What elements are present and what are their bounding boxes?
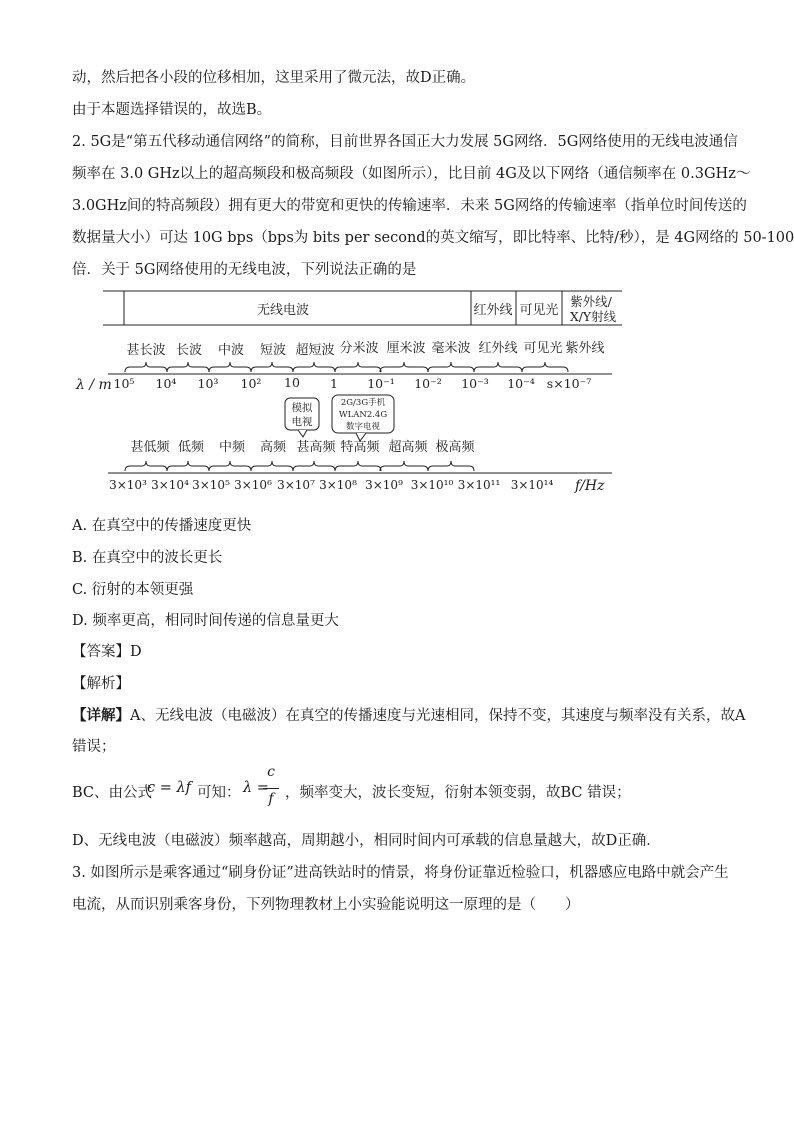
wave-name: 短波 [259, 343, 287, 358]
lambda-tick: 10⁴ [155, 376, 177, 391]
wave-name: 甚长波 [126, 343, 166, 358]
text-line: 倍．关于 5G网络使用的无线电波，下列说法正确的是 [72, 262, 417, 278]
wave-name: 紫外线 [565, 341, 605, 356]
lambda-axis-label: λ / m [76, 377, 112, 393]
option-a: A. 在真空中的传播速度更快 [72, 518, 252, 534]
freq-name: 极高频 [435, 440, 475, 455]
option-b: B. 在真空中的波长更长 [72, 550, 223, 566]
lambda-tick: 10⁵ [113, 376, 135, 391]
freq-tick: 3×10¹⁰ [410, 478, 454, 492]
freq-tick: 3×10¹¹ [457, 478, 501, 492]
band-radio: 无线电波 [256, 303, 310, 318]
band-infrared: 红外线 [473, 303, 513, 318]
text-line: 由于本题选择错误的，故选B。 [72, 102, 272, 118]
em-spectrum-figure [0, 285, 794, 505]
wave-name: 红外线 [478, 341, 518, 356]
band-box [103, 291, 622, 325]
question-3-stem: 3. 如图所示是乘客通过“刷身份证”进高铁站时的情景，将身份证靠近检验口，机器感应电路中就会产生 [72, 865, 729, 881]
freq-tick: 3×10⁴ [151, 478, 189, 492]
wave-name: 毫米波 [431, 341, 471, 356]
detail-a-line [72, 704, 745, 725]
lambda-ticks [114, 375, 592, 391]
freq-name: 特高频 [340, 440, 380, 455]
detail-bc-suffix: ，频率变大，波长变短，衍射本领变弱，故BC 错误； [285, 785, 631, 801]
freq-name: 甚低频 [130, 440, 170, 455]
lambda-tick: 1 [330, 376, 338, 391]
freq-axis-label: f/Hz [575, 478, 605, 494]
band-visible: 可见光 [519, 303, 559, 318]
callout-text: WLAN2.4G [338, 410, 388, 420]
detail-a-line2: 错误； [72, 739, 116, 755]
lambda-tick: 10² [240, 376, 262, 391]
lambda-tick: 10⁻² [414, 376, 442, 391]
wave-name: 长波 [175, 343, 203, 358]
lambda-tick: 10⁻³ [461, 376, 489, 391]
option-c: C. 衍射的本领更强 [72, 582, 194, 598]
wave-name: 可见光 [523, 341, 563, 356]
wave-name: 厘米波 [386, 341, 426, 356]
fraction-numerator: c [267, 764, 275, 780]
freq-ticks [109, 478, 553, 492]
lambda-tick: 10³ [197, 376, 219, 391]
freq-tick: 3×10⁷ [277, 478, 315, 492]
text-line: 动，然后把各小段的位移相加，这里采用了微元法，故D正确。 [72, 70, 476, 86]
answer-label: 【答案】D [72, 644, 142, 660]
wave-name: 超短波 [295, 343, 335, 358]
lambda-tick: s×10⁻⁷ [546, 376, 592, 391]
wave-braces [125, 362, 568, 372]
callout-analog-tv [285, 398, 319, 437]
freq-name: 甚高频 [296, 440, 336, 455]
wave-name: 中波 [217, 343, 245, 358]
text-line: 3.0GHz间的特高频段）拥有更大的带宽和更快的传输速率．未来 5G网络的传输速率（指单位时间传送的 [72, 198, 747, 214]
lambda-tick: 10 [284, 375, 300, 390]
wave-name: 分米波 [339, 341, 379, 356]
detail-d-line: D、无线电波（电磁波）频率越高，周期越小，相同时间内可承载的信息量越大，故D正确． [72, 833, 661, 849]
freq-tick: 3×10¹⁴ [510, 478, 554, 492]
detail-bc-prefix: BC、由公式 [72, 785, 153, 801]
freq-tick: 3×10⁶ [234, 478, 272, 492]
callout-mobile-wlan [332, 395, 394, 441]
callout-text: 模拟 [291, 402, 313, 414]
fraction-bar [263, 788, 279, 789]
formula-lambda-eq: λ = [243, 780, 269, 796]
freq-tick: 3×10⁹ [365, 478, 403, 492]
lambda-tick: 10⁻¹ [367, 376, 395, 391]
detail-tag: 【详解】 [72, 707, 130, 724]
analysis-label: 【解析】 [72, 676, 130, 692]
question-2-stem: 2. 5G是“第五代移动通信网络”的简称，目前世界各国正大力发展 5G网络．5G网络使用的无线电波通信 [72, 134, 738, 150]
callout-text: 数字电视 [345, 422, 381, 432]
wave-names [126, 340, 604, 358]
option-d: D. 频率更高，相同时间传递的信息量更大 [72, 613, 339, 629]
freq-name: 高频 [259, 440, 287, 455]
freq-braces [125, 461, 474, 471]
detail-a-text: A、无线电波（电磁波）在真空的传播速度与光速相同，保持不变，其速度与频率没有关系，故A [130, 708, 746, 724]
question-3-stem-cont: 电流，从而识别乘客身份，下列物理教材上小实验能说明这一原理的是（ ） [72, 897, 580, 913]
fraction-denominator: f [268, 791, 274, 807]
callout-text: 电视 [291, 416, 313, 428]
freq-name: 低频 [177, 440, 205, 455]
freq-name: 超高频 [388, 440, 428, 455]
text-line: 频率在 3.0 GHz以上的超高频段和极高频段（如图所示），比目前 4G及以下网络（通信频率在 0.3GHz～ [72, 166, 751, 182]
band-uv: 紫外线/ [570, 294, 612, 309]
freq-names [130, 439, 475, 455]
freq-tick: 3×10⁵ [192, 478, 230, 492]
lambda-tick: 10⁻⁴ [507, 376, 535, 391]
band-xray: X/Y射线 [569, 309, 617, 324]
freq-name: 中频 [218, 440, 246, 455]
freq-tick: 3×10⁸ [319, 478, 357, 492]
formula-c-lambda-f: c = λf [147, 780, 192, 796]
detail-bc-mid: 可知： [197, 785, 241, 801]
callout-text: 2G/3G手机 [340, 398, 386, 408]
freq-tick: 3×10³ [109, 478, 147, 492]
text-line: 数据量大小）可达 10G bps（bps为 bits per second的英文缩写，即比特率、比特/秒），是 4G网络的 50-100 [72, 230, 794, 246]
